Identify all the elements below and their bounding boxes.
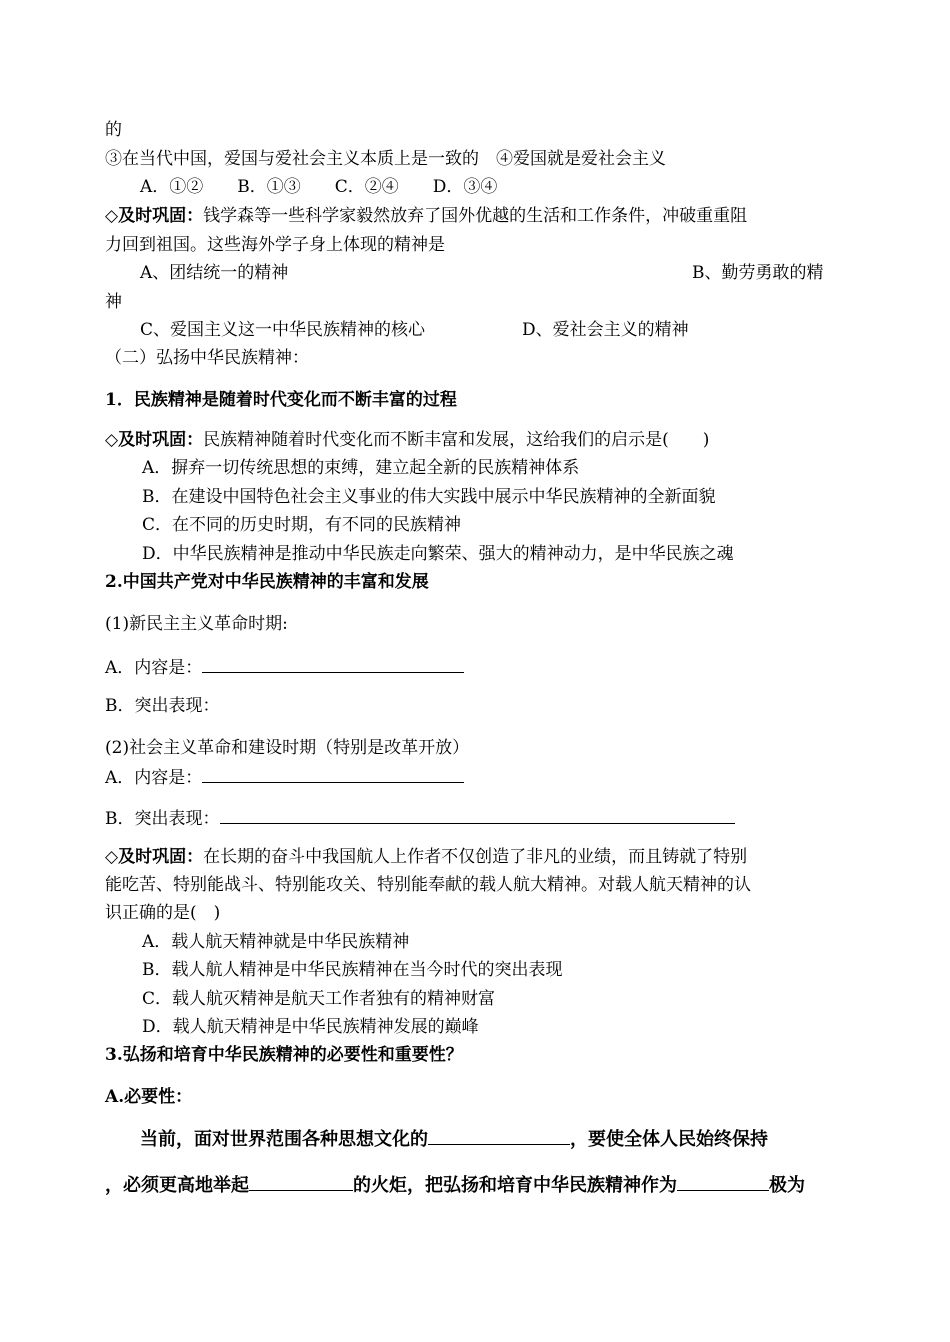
subsection-heading: 1．民族精神是随着时代变化而不断丰富的过程 bbox=[105, 390, 457, 410]
fill-line-expression bbox=[105, 694, 220, 718]
exercise-label: ◇及时巩固： bbox=[105, 206, 204, 226]
option-d: D、爱社会主义的精神 bbox=[522, 320, 689, 340]
fill-label: B．突出表现： bbox=[105, 809, 220, 829]
fill-line-content bbox=[105, 654, 464, 680]
fill-label: A．内容是： bbox=[105, 658, 203, 678]
fill-line-content bbox=[105, 764, 464, 790]
exercise-text: 在长期的奋斗中我国航人上作者不仅创造了非凡的业绩，而且铸就了特别 bbox=[203, 847, 748, 867]
blank-expression-2[interactable] bbox=[220, 805, 735, 824]
option-a: A、团结统一的精神 bbox=[140, 263, 289, 283]
exercise-prompt bbox=[105, 428, 709, 452]
answer-options: A．①② B．①③ C．②④ D．③④ bbox=[140, 177, 498, 197]
text-line: 力回到祖国。这些海外学子身上体现的精神是 bbox=[105, 235, 445, 255]
paragraph-text: ，必须更高地举起 bbox=[105, 1175, 249, 1196]
fill-paragraph bbox=[140, 1126, 768, 1152]
exercise-prompt bbox=[105, 204, 747, 228]
text-line: 神 bbox=[105, 292, 122, 312]
text-line: ③在当代中国，爱国与爱社会主义本质上是一致的 ④爱国就是爱社会主义 bbox=[105, 149, 666, 169]
option-c: C．在不同的历史时期，有不同的民族精神 bbox=[142, 515, 462, 535]
text-line: 识正确的是( ) bbox=[105, 903, 221, 923]
blank-thought-culture[interactable] bbox=[428, 1126, 570, 1145]
option-c: C．载人航灭精神是航天工作者独有的精神财富 bbox=[142, 989, 496, 1009]
paragraph-text: 的火炬，把弘扬和培育中华民族精神作为 bbox=[353, 1175, 677, 1196]
option-b: B．载人航人精神是中华民族精神在当今时代的突出表现 bbox=[142, 960, 563, 980]
paragraph-text: ，要使全体人民始终保持 bbox=[570, 1129, 768, 1150]
text-line: 能吃苦、特别能战斗、特别能攻关、特别能奉献的载人航大精神。对载人航天精神的认 bbox=[105, 875, 751, 895]
subsection-heading: 2.中国共产党对中华民族精神的丰富和发展 bbox=[105, 572, 429, 592]
exercise-text: 钱学森等一些科学家毅然放弃了国外优越的生活和工作条件，冲破重重阻 bbox=[203, 206, 748, 226]
exercise-text: 民族精神随着时代变化而不断丰富和发展，这给我们的启示是( ) bbox=[203, 430, 710, 450]
blank-content-2[interactable] bbox=[202, 764, 464, 783]
section-heading: （二）弘扬中华民族精神： bbox=[105, 348, 309, 368]
blank-task[interactable] bbox=[677, 1172, 769, 1191]
option-d: D．中华民族精神是推动中华民族走向繁荣、强大的精神动力，是中华民族之魂 bbox=[142, 544, 734, 564]
option-a: A．载人航天精神就是中华民族精神 bbox=[142, 932, 410, 952]
period-heading: (1)新民主主义革命时期: bbox=[105, 614, 288, 634]
option-d: D．载人航天精神是中华民族精神发展的巅峰 bbox=[142, 1017, 479, 1037]
blank-torch[interactable] bbox=[249, 1172, 353, 1191]
option-b: B、勤劳勇敢的精 bbox=[692, 263, 824, 283]
exercise-label: ◇及时巩固： bbox=[105, 430, 204, 450]
option-a: A．摒弃一切传统思想的束缚，建立起全新的民族精神体系 bbox=[142, 458, 580, 478]
period-heading: (2)社会主义革命和建设时期（特别是改革开放） bbox=[105, 738, 470, 758]
fill-label: B．突出表现： bbox=[105, 696, 220, 716]
fill-label: A．内容是： bbox=[105, 768, 203, 788]
fill-line-expression bbox=[105, 805, 735, 831]
subsection-heading: 3.弘扬和培育中华民族精神的必要性和重要性？ bbox=[105, 1045, 463, 1065]
exercise-label: ◇及时巩固： bbox=[105, 847, 204, 867]
subsection-heading: A.必要性： bbox=[105, 1087, 193, 1107]
option-b: B．在建设中国特色社会主义事业的伟大实践中展示中华民族精神的全新面貌 bbox=[142, 487, 716, 507]
paragraph-text: 当前，面对世界范围各种思想文化的 bbox=[140, 1129, 428, 1150]
exercise-prompt bbox=[105, 845, 747, 869]
paragraph-text: 极为 bbox=[769, 1175, 805, 1196]
blank-content-1[interactable] bbox=[202, 654, 464, 673]
option-c: C、爱国主义这一中华民族精神的核心 bbox=[140, 320, 426, 340]
text-line: 的 bbox=[105, 120, 122, 140]
fill-paragraph bbox=[105, 1172, 805, 1198]
